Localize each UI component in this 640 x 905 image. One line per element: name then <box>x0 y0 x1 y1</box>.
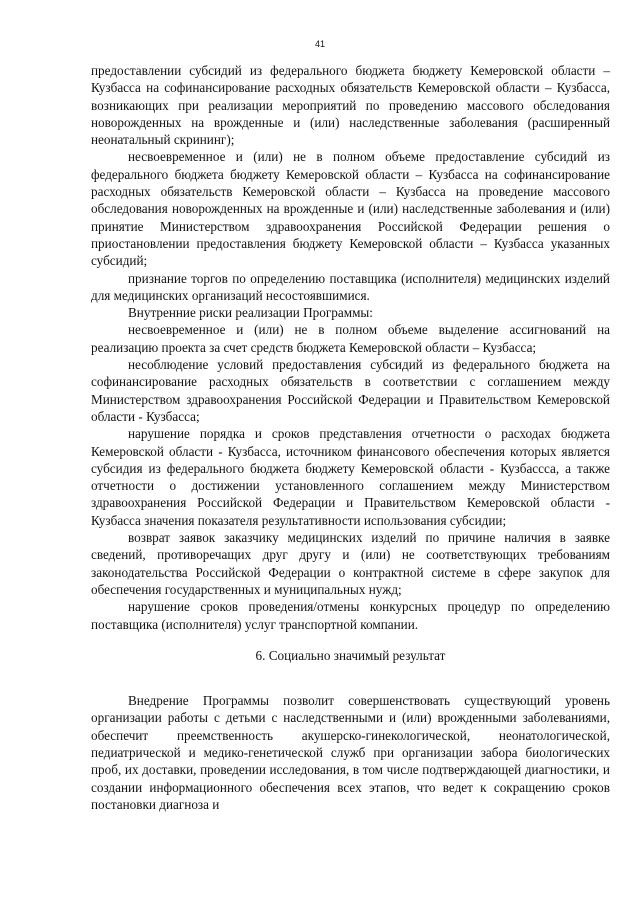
paragraph: несвоевременное и (или) не в полном объеме выделение ассигнований на реализацию проекта за счет средств бюджета Кемеровской области – Кузбасса; <box>91 322 610 355</box>
paragraph: возврат заявок заказчику медицинских изделий по причине наличия в заявке сведений, противоречащих друг другу и (или) не соответствующих требованиям законодательства Российской Федерации о контрактной системе в сфере закупок для обеспечения государственных и муниципальных нужд; <box>91 530 610 597</box>
paragraph: Внедрение Программы позволит совершенствовать существующий уровень организации работы с детьми с наследственными и (или) врожденными заболеваниями, обеспечит преемственность акушерско-гинекологической, неонатологической, педиатрической и медико-генетической служб при организации забора биологических проб, их доставки, проведении исследования, в том числе подтверждающей диагностики, и создании информационного обеспечения всех этапов, что ведет к сокращению сроков постановки диагноза и <box>91 693 610 812</box>
paragraph: Внутренние риски реализации Программы: <box>128 305 373 321</box>
paragraph: признание торгов по определению поставщика (исполнителя) медицинских изделий для медицинских организаций несостоявшимися. <box>91 270 610 303</box>
paragraph: предоставлении субсидий из федерального бюджета бюджету Кемеровской области – Кузбасса на софинансирование расходных обязательств Кемеровской области – Кузбасса, возникающих при реализации мероприятий по проведению массового обследования новорожденных на врожденные и (или) наследственные заболевания (расширенный неонатальный скрининг); <box>91 63 610 148</box>
paragraph: несвоевременное и (или) не в полном объеме предоставление субсидий из федерального бюджета бюджету Кемеровской области – Кузбасса на софинансирование расходных обязательств Кемеровской области – Кузбасса на проведение массового обследования новорожденных на врожденные и (или) наследственные заболевания и (или) принятие Министерством здравоохранения Российской Федерации решения о приостановлении предоставления бюджету Кемеровской области – Кузбасса указанных субсидий; <box>91 149 610 269</box>
paragraph: нарушение порядка и сроков представления отчетности о расходах бюджета Кемеровской области - Кузбасса, источником финансового обеспечения которых является субсидия из федерального бюджета бюджету Кемеровской области - Кузбассса, а также отчетности о достижении установленного соглашением между Министерством здравоохранения Российской Федерации и Правительством Кемеровской области - Кузбасса значения показателя результативности использования субсидии; <box>91 426 610 528</box>
paragraph: нарушение сроков проведения/отмены конкурсных процедур по определению поставщика (исполнителя) услуг транспортной компании. <box>91 599 610 632</box>
page-number: 41 <box>314 39 325 49</box>
section-heading: 6. Социально значимый результат <box>255 647 446 663</box>
document-body <box>91 62 610 813</box>
paragraph: несоблюдение условий предоставления субсидий из федерального бюджета на софинансирование расходных обязательств в соответствии с соглашением между Министерством здравоохранения Российской Федерации и Правительством Кемеровской области - Кузбасса; <box>91 357 610 424</box>
